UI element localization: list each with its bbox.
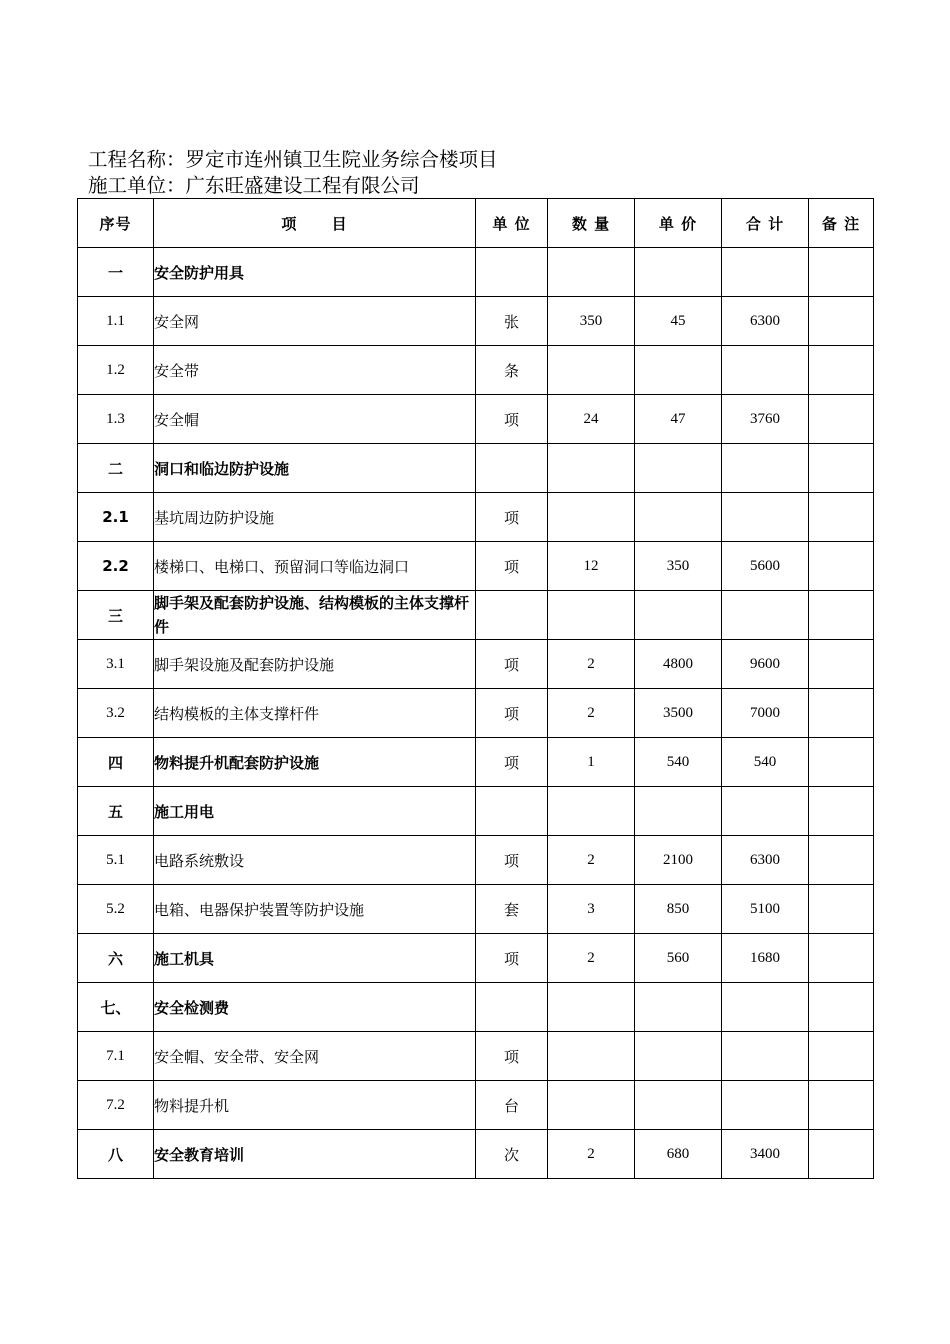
cell-item: 物料提升机 [154,1081,476,1130]
section-row [78,787,874,836]
cell-unit: 项 [476,836,548,885]
section-row [78,983,874,1032]
cell-price: 47 [635,395,722,444]
cell-price [635,1032,722,1081]
cell-total: 1680 [722,934,809,983]
cell-qty [548,248,635,297]
cell-price: 2100 [635,836,722,885]
col-header-item: 项 目 [154,199,476,248]
cell-total: 6300 [722,297,809,346]
cell-item: 洞口和临边防护设施 [154,444,476,493]
cell-no: 四 [78,738,154,787]
cell-note [809,1130,874,1179]
cell-no: 7.1 [78,1032,154,1081]
project-name: 工程名称：罗定市连州镇卫生院业务综合楼项目 [88,148,498,171]
cell-note [809,591,874,640]
cell-note [809,444,874,493]
cell-note [809,542,874,591]
table-row [78,836,874,885]
cell-total [722,1032,809,1081]
cell-note [809,836,874,885]
cell-no: 五 [78,787,154,836]
cell-no: 5.2 [78,885,154,934]
cell-note [809,395,874,444]
cell-no: 1.2 [78,346,154,395]
table-row [78,395,874,444]
cell-item: 结构模板的主体支撑杆件 [154,689,476,738]
col-header-no: 序号 [78,199,154,248]
cell-unit: 张 [476,297,548,346]
cell-item: 施工用电 [154,787,476,836]
cell-no: 三 [78,591,154,640]
cell-no: 六 [78,934,154,983]
table-header-row [78,199,874,248]
cell-qty [548,1032,635,1081]
cell-qty: 2 [548,689,635,738]
cell-item: 基坑周边防护设施 [154,493,476,542]
cell-item: 施工机具 [154,934,476,983]
cell-unit [476,591,548,640]
col-header-price: 单 价 [635,199,722,248]
cell-note [809,1032,874,1081]
contractor-name: 施工单位：广东旺盛建设工程有限公司 [88,174,420,197]
cell-price: 350 [635,542,722,591]
cell-unit: 项 [476,689,548,738]
table-row [78,640,874,689]
cell-qty: 24 [548,395,635,444]
cell-price: 3500 [635,689,722,738]
cell-total [722,248,809,297]
table-row [78,542,874,591]
cell-total [722,444,809,493]
cell-note [809,640,874,689]
cell-no: 3.1 [78,640,154,689]
cell-item: 安全网 [154,297,476,346]
cell-qty: 1 [548,738,635,787]
cell-note [809,1081,874,1130]
cell-total [722,1081,809,1130]
cell-unit: 项 [476,493,548,542]
cell-price: 540 [635,738,722,787]
cell-unit: 台 [476,1081,548,1130]
cell-qty [548,983,635,1032]
cell-total: 9600 [722,640,809,689]
cell-total [722,983,809,1032]
document-header [88,147,498,199]
cell-price: 560 [635,934,722,983]
cell-no: 一 [78,248,154,297]
cell-item: 安全防护用具 [154,248,476,297]
cell-unit: 项 [476,542,548,591]
cell-item: 电路系统敷设 [154,836,476,885]
cell-unit: 项 [476,738,548,787]
col-header-total: 合 计 [722,199,809,248]
cell-no: 二 [78,444,154,493]
table-row [78,1081,874,1130]
cell-unit [476,248,548,297]
cell-item: 安全教育培训 [154,1130,476,1179]
cell-note [809,297,874,346]
cell-unit: 项 [476,395,548,444]
col-header-qty: 数 量 [548,199,635,248]
cell-item: 脚手架及配套防护设施、结构模板的主体支撑杆件 [154,591,476,640]
table-row [78,1032,874,1081]
cell-item: 安全检测费 [154,983,476,1032]
cell-item: 安全帽、安全带、安全网 [154,1032,476,1081]
cell-item: 安全帽 [154,395,476,444]
section-row [78,738,874,787]
cell-no: 七、 [78,983,154,1032]
cell-total: 3760 [722,395,809,444]
cell-qty [548,444,635,493]
table-body [78,248,874,1179]
cell-qty: 2 [548,1130,635,1179]
table-row [78,885,874,934]
cell-price [635,1081,722,1130]
cell-price [635,248,722,297]
cell-unit: 条 [476,346,548,395]
cell-unit: 项 [476,934,548,983]
cell-qty [548,787,635,836]
cell-no: 八 [78,1130,154,1179]
cell-total: 5100 [722,885,809,934]
cell-qty: 350 [548,297,635,346]
cell-no: 3.2 [78,689,154,738]
section-row [78,591,874,640]
cell-note [809,934,874,983]
cell-price: 4800 [635,640,722,689]
section-row [78,444,874,493]
cell-qty: 2 [548,934,635,983]
table-row [78,689,874,738]
table-row [78,297,874,346]
table-row [78,346,874,395]
cell-item: 安全带 [154,346,476,395]
cell-unit: 次 [476,1130,548,1179]
cell-qty: 3 [548,885,635,934]
cell-qty: 2 [548,836,635,885]
cell-no: 2.2 [78,542,154,591]
cell-item: 楼梯口、电梯口、预留洞口等临边洞口 [154,542,476,591]
table-row [78,493,874,542]
cost-table [77,198,874,1179]
cell-unit [476,444,548,493]
cell-unit: 套 [476,885,548,934]
col-header-note: 备 注 [809,199,874,248]
cell-item: 物料提升机配套防护设施 [154,738,476,787]
cell-total [722,591,809,640]
cell-unit [476,787,548,836]
cell-unit [476,983,548,1032]
cell-total: 540 [722,738,809,787]
cell-price [635,787,722,836]
cell-no: 1.3 [78,395,154,444]
cell-price: 850 [635,885,722,934]
col-header-unit: 单 位 [476,199,548,248]
cell-total: 7000 [722,689,809,738]
cell-unit: 项 [476,640,548,689]
cell-total: 6300 [722,836,809,885]
cell-price [635,346,722,395]
cell-item: 脚手架设施及配套防护设施 [154,640,476,689]
section-row [78,248,874,297]
cell-note [809,689,874,738]
cell-total [722,493,809,542]
cell-price: 45 [635,297,722,346]
cell-price [635,493,722,542]
cell-note [809,738,874,787]
cell-note [809,493,874,542]
cell-note [809,787,874,836]
cell-price [635,591,722,640]
cell-no: 2.1 [78,493,154,542]
cell-note [809,885,874,934]
cell-item: 电箱、电器保护装置等防护设施 [154,885,476,934]
cell-total [722,787,809,836]
cell-no: 7.2 [78,1081,154,1130]
cell-total: 5600 [722,542,809,591]
cell-price [635,983,722,1032]
cell-qty: 2 [548,640,635,689]
cell-note [809,983,874,1032]
cell-note [809,248,874,297]
cell-no: 5.1 [78,836,154,885]
cell-qty [548,493,635,542]
cell-price: 680 [635,1130,722,1179]
cell-total: 3400 [722,1130,809,1179]
section-row [78,1130,874,1179]
cell-no: 1.1 [78,297,154,346]
cell-qty [548,346,635,395]
cell-qty [548,591,635,640]
cell-qty: 12 [548,542,635,591]
cell-qty [548,1081,635,1130]
section-row [78,934,874,983]
cell-note [809,346,874,395]
cell-unit: 项 [476,1032,548,1081]
cell-price [635,444,722,493]
cell-total [722,346,809,395]
